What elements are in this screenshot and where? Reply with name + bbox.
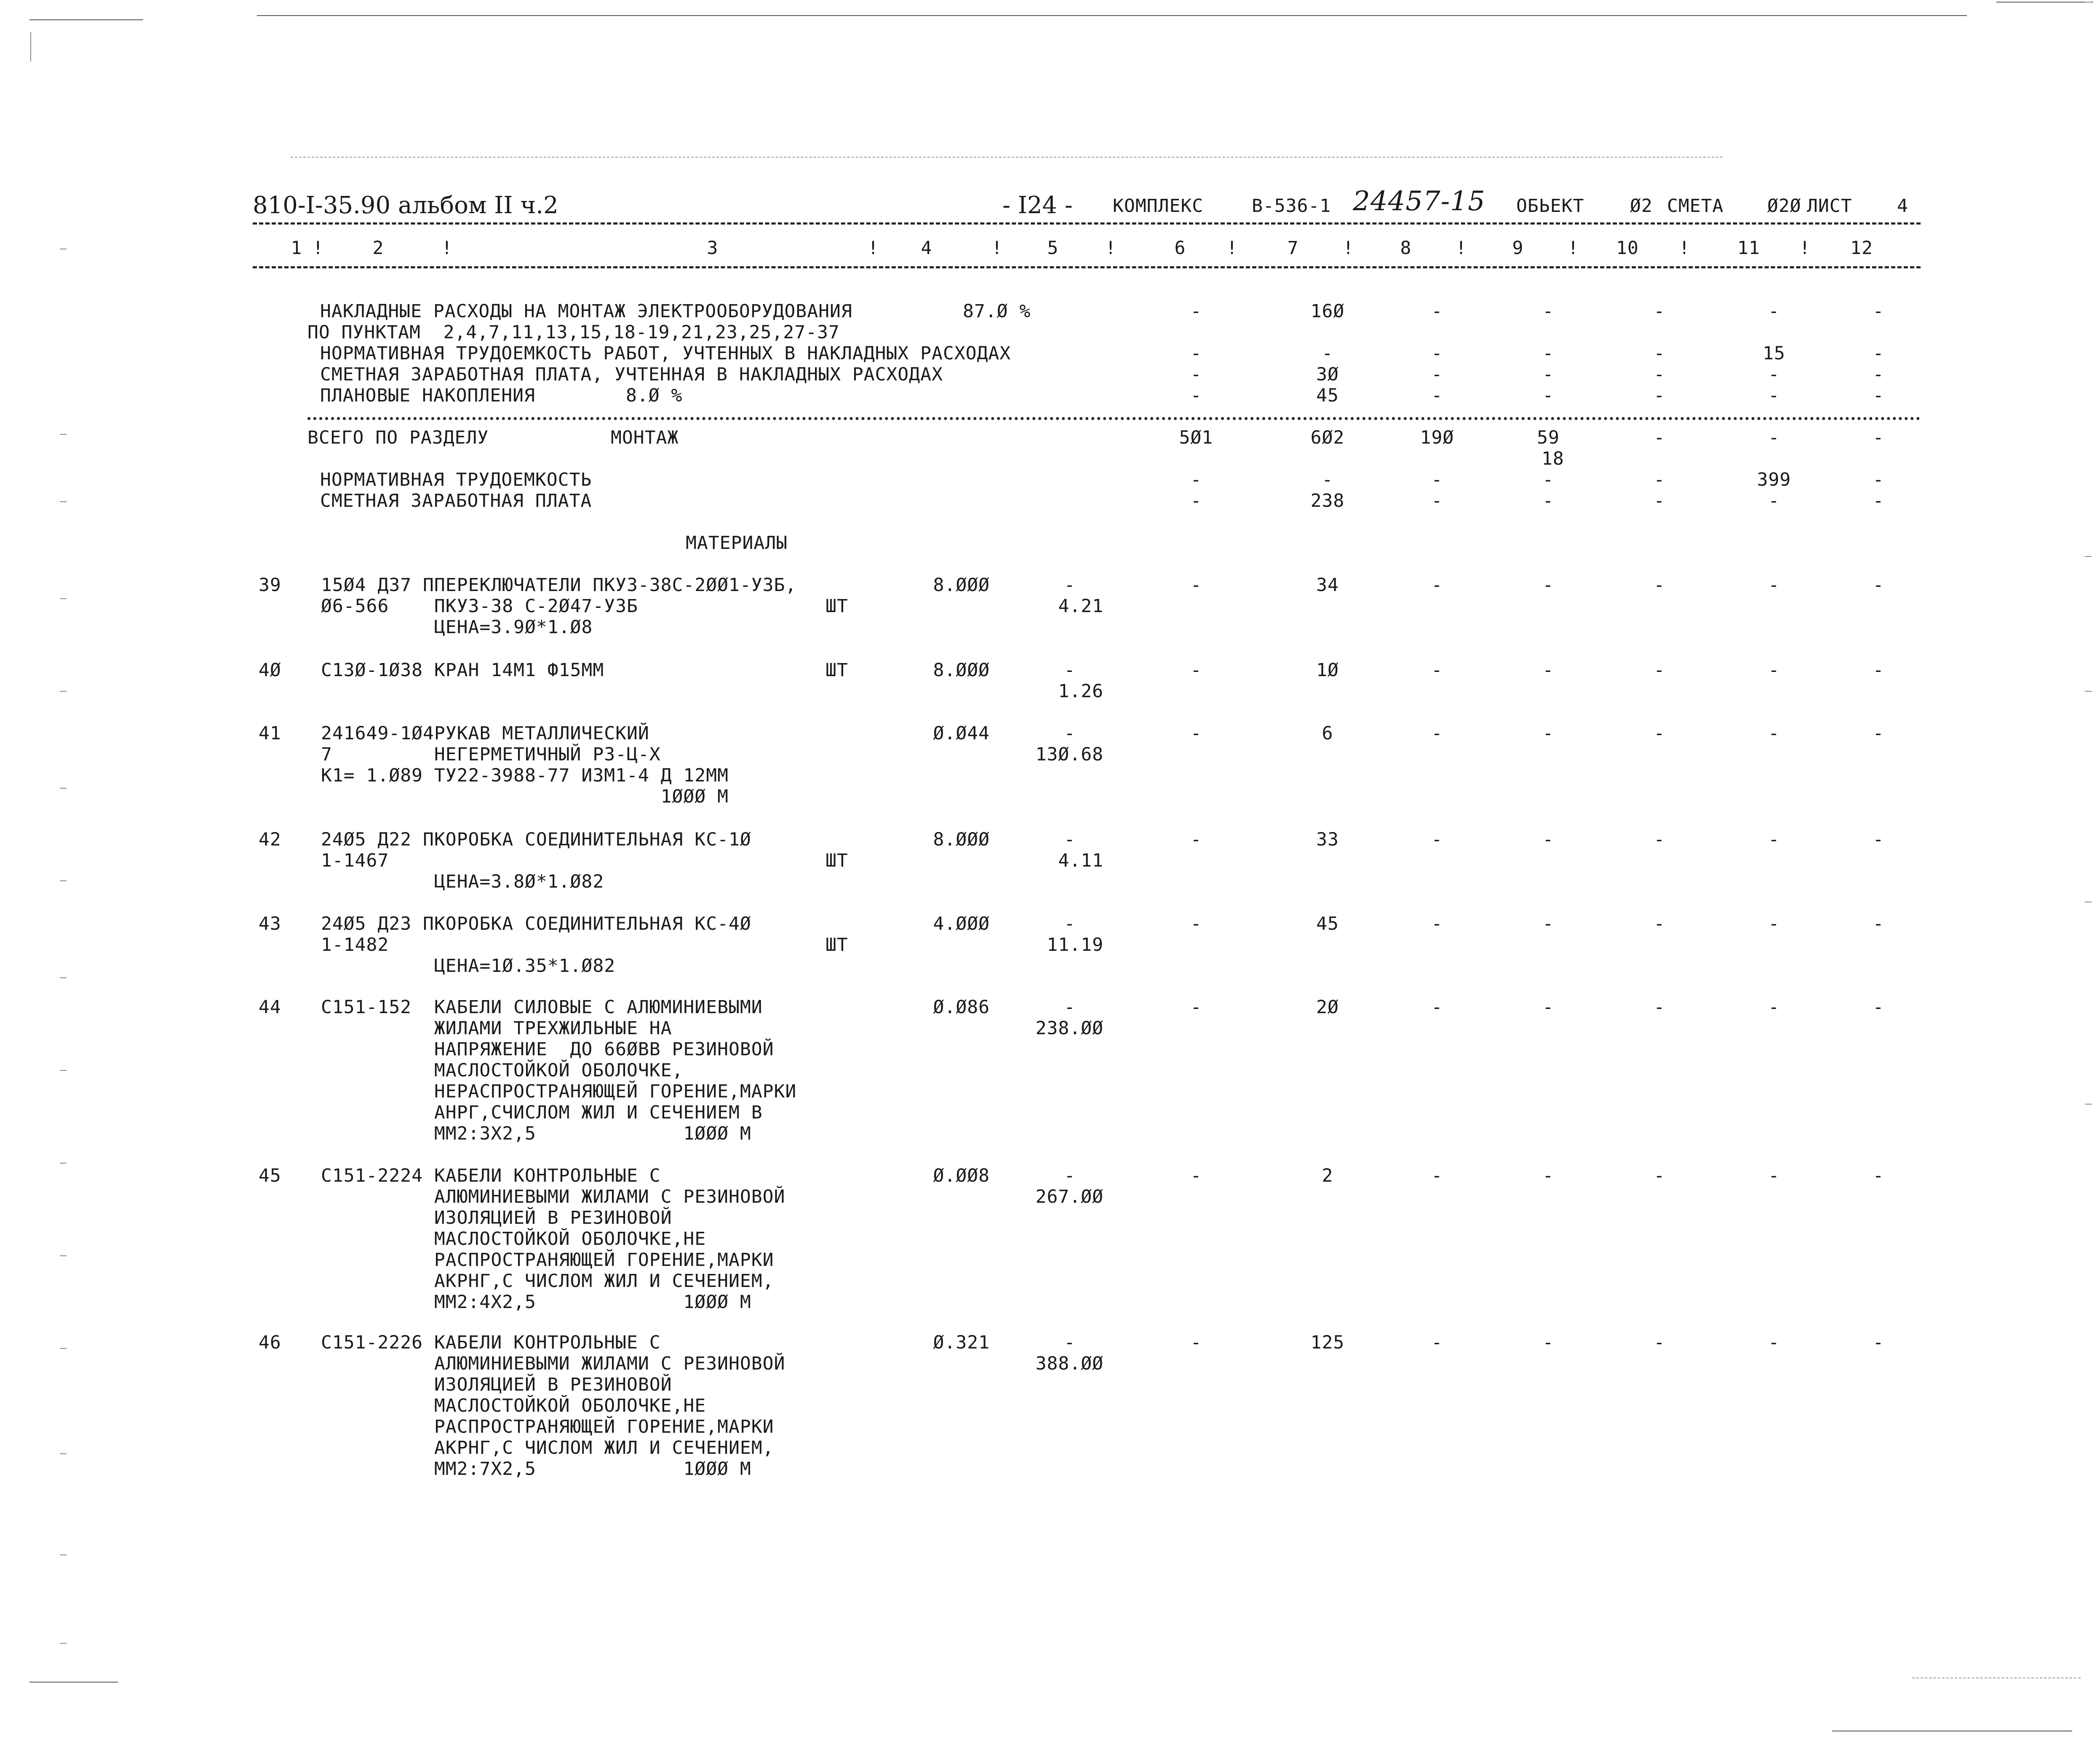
total-label: ВСЕГО ПО РАЗДЕЛУ [307, 427, 489, 448]
margin-tick [60, 1070, 67, 1071]
margin-tick [60, 1163, 67, 1164]
margin-tick [60, 1255, 67, 1256]
item-value: - [1542, 913, 1554, 934]
margin-tick [60, 880, 67, 881]
overhead-value: - [1768, 385, 1780, 406]
column-number-10: 10 [1616, 238, 1639, 259]
item-description-line: Ø6-566 ПКУЗ-38 С-2Ø47-УЗБ [321, 596, 638, 617]
item-unit-price: 1.26 [1058, 681, 1103, 702]
item-value: - [1873, 997, 1884, 1018]
header-rule-bottom [253, 266, 1921, 268]
item-value: - [1654, 723, 1665, 744]
item-unit-price: 238.ØØ [1035, 1018, 1103, 1039]
item-value: 45 [1316, 913, 1339, 934]
item-col5-dash: - [1064, 1332, 1076, 1353]
scan-top-rule [257, 15, 1967, 16]
item-description-line: 241649-1Ø4РУКАВ МЕТАЛЛИЧЕСКИЙ [321, 723, 649, 744]
item-unit-price: 11.19 [1047, 934, 1103, 955]
overhead-value: 15 [1763, 343, 1785, 364]
item-value: - [1542, 575, 1554, 596]
overhead-value: - [1542, 364, 1554, 385]
complex-code: В-536-1 [1252, 195, 1331, 217]
column-number-5: 5 [1047, 238, 1059, 259]
total-value: - [1654, 427, 1665, 448]
wage-value: - [1873, 490, 1884, 511]
total-section: МОНТАЖ [611, 427, 679, 448]
item-description-line: МАСЛОСТОЙКОЙ ОБОЛОЧКЕ,НЕ [321, 1228, 706, 1249]
column-number-7: 7 [1287, 238, 1299, 259]
scan-top-left-rule [29, 19, 143, 20]
item-unit: ШТ [826, 660, 848, 681]
item-description-line: 15Ø4 Д37 ППЕРЕКЛЮЧАТЕЛИ ПКУЗ-38С-2ØØ1-УЗБ, [321, 575, 797, 596]
item-unit: ШТ [826, 596, 848, 617]
item-description-line: ЦЕНА=1Ø.35*1.Ø82 [321, 955, 616, 977]
norm-labor-value: - [1542, 469, 1554, 490]
item-value: - [1542, 660, 1554, 681]
column-number-3: 3 [707, 238, 719, 259]
item-description-line: НАПРЯЖЕНИЕ ДО 66ØВВ РЕЗИНОВОЙ [321, 1039, 774, 1060]
item-value: 2Ø [1316, 997, 1339, 1018]
item-value: - [1190, 1165, 1202, 1186]
scan-faint-rule [291, 157, 1723, 158]
margin-tick [60, 977, 67, 978]
item-value: - [1190, 723, 1202, 744]
item-value: - [1768, 575, 1780, 596]
overhead-value: - [1190, 385, 1202, 406]
list-value: 4 [1897, 195, 1908, 217]
item-value: - [1654, 997, 1665, 1018]
column-separator: ! [1679, 238, 1690, 259]
item-description-line: 7 НЕГЕРМЕТИЧНЫЙ РЗ-Ц-Х [321, 744, 661, 765]
item-value: - [1768, 660, 1780, 681]
total-value: 5Ø1 [1179, 427, 1213, 448]
overhead-value: - [1431, 385, 1443, 406]
item-col5-dash: - [1064, 997, 1076, 1018]
item-value: - [1768, 1332, 1780, 1353]
item-value: - [1542, 1165, 1554, 1186]
handwritten-number: 24457-15 [1353, 186, 1485, 217]
item-value: - [1873, 660, 1884, 681]
norm-labor-value: - [1190, 469, 1202, 490]
item-value: - [1873, 1332, 1884, 1353]
section-dotted-rule [307, 417, 1921, 420]
overhead-value: - [1190, 301, 1202, 322]
margin-tick [60, 788, 67, 789]
overhead-value: - [1768, 364, 1780, 385]
margin-tick [60, 1643, 67, 1644]
item-unit: ШТ [826, 934, 848, 955]
column-separator: ! [1105, 238, 1117, 259]
item-value: - [1654, 1165, 1665, 1186]
item-quantity: Ø.Ø44 [933, 723, 990, 744]
item-value: - [1431, 1165, 1443, 1186]
item-number: 44 [259, 997, 281, 1018]
margin-tick [60, 1554, 67, 1555]
item-value: 2 [1322, 1165, 1333, 1186]
total-value: - [1873, 427, 1884, 448]
item-value: - [1768, 997, 1780, 1018]
page-number: - I24 - [1002, 192, 1073, 219]
column-number-2: 2 [372, 238, 384, 259]
item-description-line: ИЗОЛЯЦИЕЙ В РЕЗИНОВОЙ [321, 1207, 672, 1228]
column-number-12: 12 [1850, 238, 1873, 259]
overhead-line-5: ПЛАНОВЫЕ НАКОПЛЕНИЯ [320, 385, 535, 406]
item-col5-dash: - [1064, 660, 1076, 681]
margin-tick [60, 598, 67, 599]
item-quantity: Ø.Ø86 [933, 997, 990, 1018]
item-description-line: ИЗОЛЯЦИЕЙ В РЕЗИНОВОЙ [321, 1374, 672, 1395]
item-col5-dash: - [1064, 913, 1076, 934]
list-label: ЛИСТ [1807, 195, 1852, 217]
item-description-line: 1ØØØ М [321, 786, 729, 807]
norm-labor-value: 399 [1757, 469, 1791, 490]
item-value: - [1431, 997, 1443, 1018]
column-number-11: 11 [1737, 238, 1760, 259]
item-value: - [1768, 829, 1780, 850]
margin-tick [2085, 556, 2092, 557]
overhead-line-1: НАКЛАДНЫЕ РАСХОДЫ НА МОНТАЖ ЭЛЕКТРООБОРУДОВАНИЯ [320, 301, 852, 322]
item-unit-price: 4.21 [1058, 596, 1103, 617]
wage-value: - [1654, 490, 1665, 511]
norm-labor-value: - [1873, 469, 1884, 490]
smeta-label: СМЕТА [1667, 195, 1724, 217]
wage-value: - [1190, 490, 1202, 511]
item-col5-dash: - [1064, 1165, 1076, 1186]
item-col5-dash: - [1064, 723, 1076, 744]
item-description-line: 24Ø5 Д23 ПКОРОБКА СОЕДИНИТЕЛЬНАЯ КС-4Ø [321, 913, 751, 934]
item-description-line: К1= 1.Ø89 ТУ22-3988-77 ИЗМ1-4 Д 12ММ [321, 765, 729, 786]
total-value: - [1768, 427, 1780, 448]
overhead-value: - [1654, 301, 1665, 322]
overhead-line-5-percent: 8.Ø % [626, 385, 683, 406]
item-value: 1Ø [1316, 660, 1339, 681]
item-value: 125 [1310, 1332, 1345, 1353]
item-description-line: ЦЕНА=3.9Ø*1.Ø8 [321, 617, 593, 638]
item-value: - [1873, 723, 1884, 744]
item-value: - [1873, 1165, 1884, 1186]
overhead-value: - [1190, 343, 1202, 364]
norm-labor-value: - [1431, 469, 1443, 490]
column-number-6: 6 [1174, 238, 1186, 259]
margin-tick [2085, 691, 2092, 692]
overhead-value: 3Ø [1316, 364, 1339, 385]
overhead-value: - [1322, 343, 1333, 364]
overhead-value: - [1654, 343, 1665, 364]
overhead-value: - [1768, 301, 1780, 322]
overhead-value: - [1873, 301, 1884, 322]
overhead-value: - [1542, 385, 1554, 406]
item-unit-price: 388.ØØ [1035, 1353, 1103, 1374]
item-value: 34 [1316, 575, 1339, 596]
item-description-line: АЛЮМИНИЕВЫМИ ЖИЛАМИ С РЕЗИНОВОЙ [321, 1353, 785, 1374]
item-value: - [1190, 660, 1202, 681]
item-value: - [1654, 913, 1665, 934]
scan-bottom-left-rule [29, 1682, 118, 1683]
item-description-line: МАСЛОСТОЙКОЙ ОБОЛОЧКЕ,НЕ [321, 1395, 706, 1416]
item-value: - [1873, 575, 1884, 596]
item-description-line: МАСЛОСТОЙКОЙ ОБОЛОЧКЕ, [321, 1060, 684, 1081]
item-value: - [1190, 1332, 1202, 1353]
total-extra-value: 18 [1542, 448, 1564, 469]
item-unit-price: 267.ØØ [1035, 1186, 1103, 1207]
item-number: 39 [259, 575, 281, 596]
wage-value: 238 [1310, 490, 1345, 511]
overhead-line-2: ПО ПУНКТАМ 2,4,7,11,13,15,18-19,21,23,25,27-37 [307, 322, 840, 343]
object-label: ОБЬЕКТ [1516, 195, 1584, 217]
overhead-value: - [1542, 343, 1554, 364]
item-value: - [1768, 723, 1780, 744]
item-description-line: С151-2226 КАБЕЛИ КОНТРОЛЬНЫЕ С [321, 1332, 661, 1353]
item-value: - [1768, 913, 1780, 934]
column-separator: ! [1343, 238, 1354, 259]
header-rule-top [253, 222, 1921, 225]
margin-tick [60, 434, 67, 435]
item-number: 4Ø [259, 660, 281, 681]
item-description-line: ММ2:4Х2,5 1ØØØ М [321, 1292, 751, 1313]
smeta-value: Ø2Ø [1767, 195, 1801, 217]
column-separator: ! [313, 238, 324, 259]
wage-value: - [1542, 490, 1554, 511]
column-separator: ! [991, 238, 1003, 259]
item-description-line: РАСПРОСТРАНЯЮЩЕЙ ГОРЕНИЕ,МАРКИ [321, 1416, 774, 1437]
object-value: Ø2 [1630, 195, 1653, 217]
margin-tick [2085, 2, 2092, 3]
item-description-line: АЛЮМИНИЕВЫМИ ЖИЛАМИ С РЕЗИНОВОЙ [321, 1186, 785, 1207]
item-description-line: АНРГ,СЧИСЛОМ ЖИЛ И СЕЧЕНИЕМ В [321, 1102, 763, 1123]
item-quantity: 8.ØØØ [933, 660, 990, 681]
item-value: 6 [1322, 723, 1333, 744]
item-number: 45 [259, 1165, 281, 1186]
overhead-value: - [1190, 364, 1202, 385]
item-description-line: 1-1482 [321, 934, 389, 955]
item-description-line: АКРНГ,С ЧИСЛОМ ЖИЛ И СЕЧЕНИЕМ, [321, 1437, 774, 1458]
norm-labor-value: - [1654, 469, 1665, 490]
item-col5-dash: - [1064, 829, 1076, 850]
item-value: - [1431, 913, 1443, 934]
item-number: 43 [259, 913, 281, 934]
overhead-value: - [1431, 343, 1443, 364]
complex-label: КОМПЛЕКС [1113, 195, 1204, 217]
column-separator: ! [441, 238, 453, 259]
item-value: - [1873, 913, 1884, 934]
item-value: - [1654, 575, 1665, 596]
item-quantity: 8.ØØØ [933, 829, 990, 850]
item-description-line: 24Ø5 Д22 ПКОРОБКА СОЕДИНИТЕЛЬНАЯ КС-1Ø [321, 829, 751, 850]
overhead-value: - [1542, 301, 1554, 322]
overhead-line-1-percent: 87.Ø % [963, 301, 1031, 322]
item-description-line: НЕРАСПРОСТРАНЯЮЩЕЙ ГОРЕНИЕ,МАРКИ [321, 1081, 797, 1102]
item-unit-price: 4.11 [1058, 850, 1103, 871]
overhead-value: - [1873, 364, 1884, 385]
item-description-line: С151-2224 КАБЕЛИ КОНТРОЛЬНЫЕ С [321, 1165, 661, 1186]
overhead-value: 45 [1316, 385, 1339, 406]
item-number: 46 [259, 1332, 281, 1353]
item-description-line: ММ2:7Х2,5 1ØØØ М [321, 1458, 751, 1479]
margin-tick [2085, 1104, 2092, 1105]
margin-tick [60, 1348, 67, 1349]
item-number: 42 [259, 829, 281, 850]
wage-value: - [1431, 490, 1443, 511]
item-value: - [1542, 997, 1554, 1018]
materials-title: МАТЕРИАЛЫ [686, 532, 788, 554]
norm-labor-label: НОРМАТИВНАЯ ТРУДОЕМКОСТЬ [320, 469, 592, 490]
item-unit-price: 13Ø.68 [1035, 744, 1103, 765]
margin-tick [60, 1453, 67, 1454]
item-value: - [1768, 1165, 1780, 1186]
margin-tick [60, 691, 67, 692]
overhead-value: - [1431, 301, 1443, 322]
item-quantity: Ø.ØØ8 [933, 1165, 990, 1186]
item-value: - [1431, 575, 1443, 596]
item-value: - [1654, 660, 1665, 681]
total-value: 6Ø2 [1310, 427, 1345, 448]
item-value: - [1431, 829, 1443, 850]
scan-bottom-right-dash [1912, 1677, 2081, 1678]
overhead-value: - [1873, 385, 1884, 406]
norm-labor-value: - [1322, 469, 1333, 490]
item-description-line: РАСПРОСТРАНЯЮЩЕЙ ГОРЕНИЕ,МАРКИ [321, 1249, 774, 1271]
item-description-line: ЦЕНА=3.8Ø*1.Ø82 [321, 871, 604, 892]
wage-label: СМЕТНАЯ ЗАРАБОТНАЯ ПЛАТА [320, 490, 592, 511]
column-number-9: 9 [1512, 238, 1524, 259]
overhead-line-3: НОРМАТИВНАЯ ТРУДОЕМКОСТЬ РАБОТ, УЧТЕННЫХ В НАКЛАДНЫХ РАСХОДАХ [320, 343, 1011, 364]
column-number-4: 4 [921, 238, 932, 259]
item-value: - [1190, 913, 1202, 934]
item-unit: ШТ [826, 850, 848, 871]
column-separator: ! [1226, 238, 1238, 259]
total-value: 19Ø [1420, 427, 1454, 448]
item-description-line: АКРНГ,С ЧИСЛОМ ЖИЛ И СЕЧЕНИЕМ, [321, 1271, 774, 1292]
item-quantity: Ø.321 [933, 1332, 990, 1353]
doc-reference: 810-I-35.90 альбом II ч.2 [253, 192, 558, 219]
overhead-value: 16Ø [1310, 301, 1345, 322]
scan-left-mark [30, 32, 31, 62]
item-value: - [1542, 829, 1554, 850]
item-value: - [1873, 829, 1884, 850]
overhead-value: - [1654, 364, 1665, 385]
column-separator: ! [1799, 238, 1811, 259]
item-value: - [1542, 723, 1554, 744]
item-description-line: 1-1467 [321, 850, 389, 871]
item-value: - [1190, 997, 1202, 1018]
margin-tick [60, 501, 67, 502]
item-description-line: С13Ø-1Ø38 КРАН 14М1 Ф15ММ [321, 660, 604, 681]
wage-value: - [1768, 490, 1780, 511]
scan-top-right-rule [1996, 2, 2093, 3]
item-col5-dash: - [1064, 575, 1076, 596]
total-value: 59 [1537, 427, 1560, 448]
item-description-line: С151-152 КАБЕЛИ СИЛОВЫЕ С АЛЮМИНИЕВЫМИ [321, 997, 763, 1018]
item-value: - [1654, 829, 1665, 850]
overhead-value: - [1431, 364, 1443, 385]
item-value: - [1431, 1332, 1443, 1353]
overhead-line-4: СМЕТНАЯ ЗАРАБОТНАЯ ПЛАТА, УЧТЕННАЯ В НАКЛАДНЫХ РАСХОДАХ [320, 364, 943, 385]
item-value: - [1654, 1332, 1665, 1353]
column-separator: ! [1456, 238, 1467, 259]
item-value: 33 [1316, 829, 1339, 850]
item-quantity: 8.ØØØ [933, 575, 990, 596]
column-number-1: 1 [291, 238, 302, 259]
item-description-line: ММ2:3Х2,5 1ØØØ М [321, 1123, 751, 1144]
item-value: - [1542, 1332, 1554, 1353]
item-value: - [1190, 575, 1202, 596]
item-value: - [1431, 723, 1443, 744]
item-value: - [1190, 829, 1202, 850]
item-quantity: 4.ØØØ [933, 913, 990, 934]
item-description-line: ЖИЛАМИ ТРЕХЖИЛЬНЫЕ НА [321, 1018, 672, 1039]
item-value: - [1431, 660, 1443, 681]
overhead-value: - [1654, 385, 1665, 406]
column-number-8: 8 [1400, 238, 1412, 259]
column-separator: ! [1568, 238, 1579, 259]
overhead-value: - [1873, 343, 1884, 364]
column-separator: ! [868, 238, 879, 259]
item-number: 41 [259, 723, 281, 744]
